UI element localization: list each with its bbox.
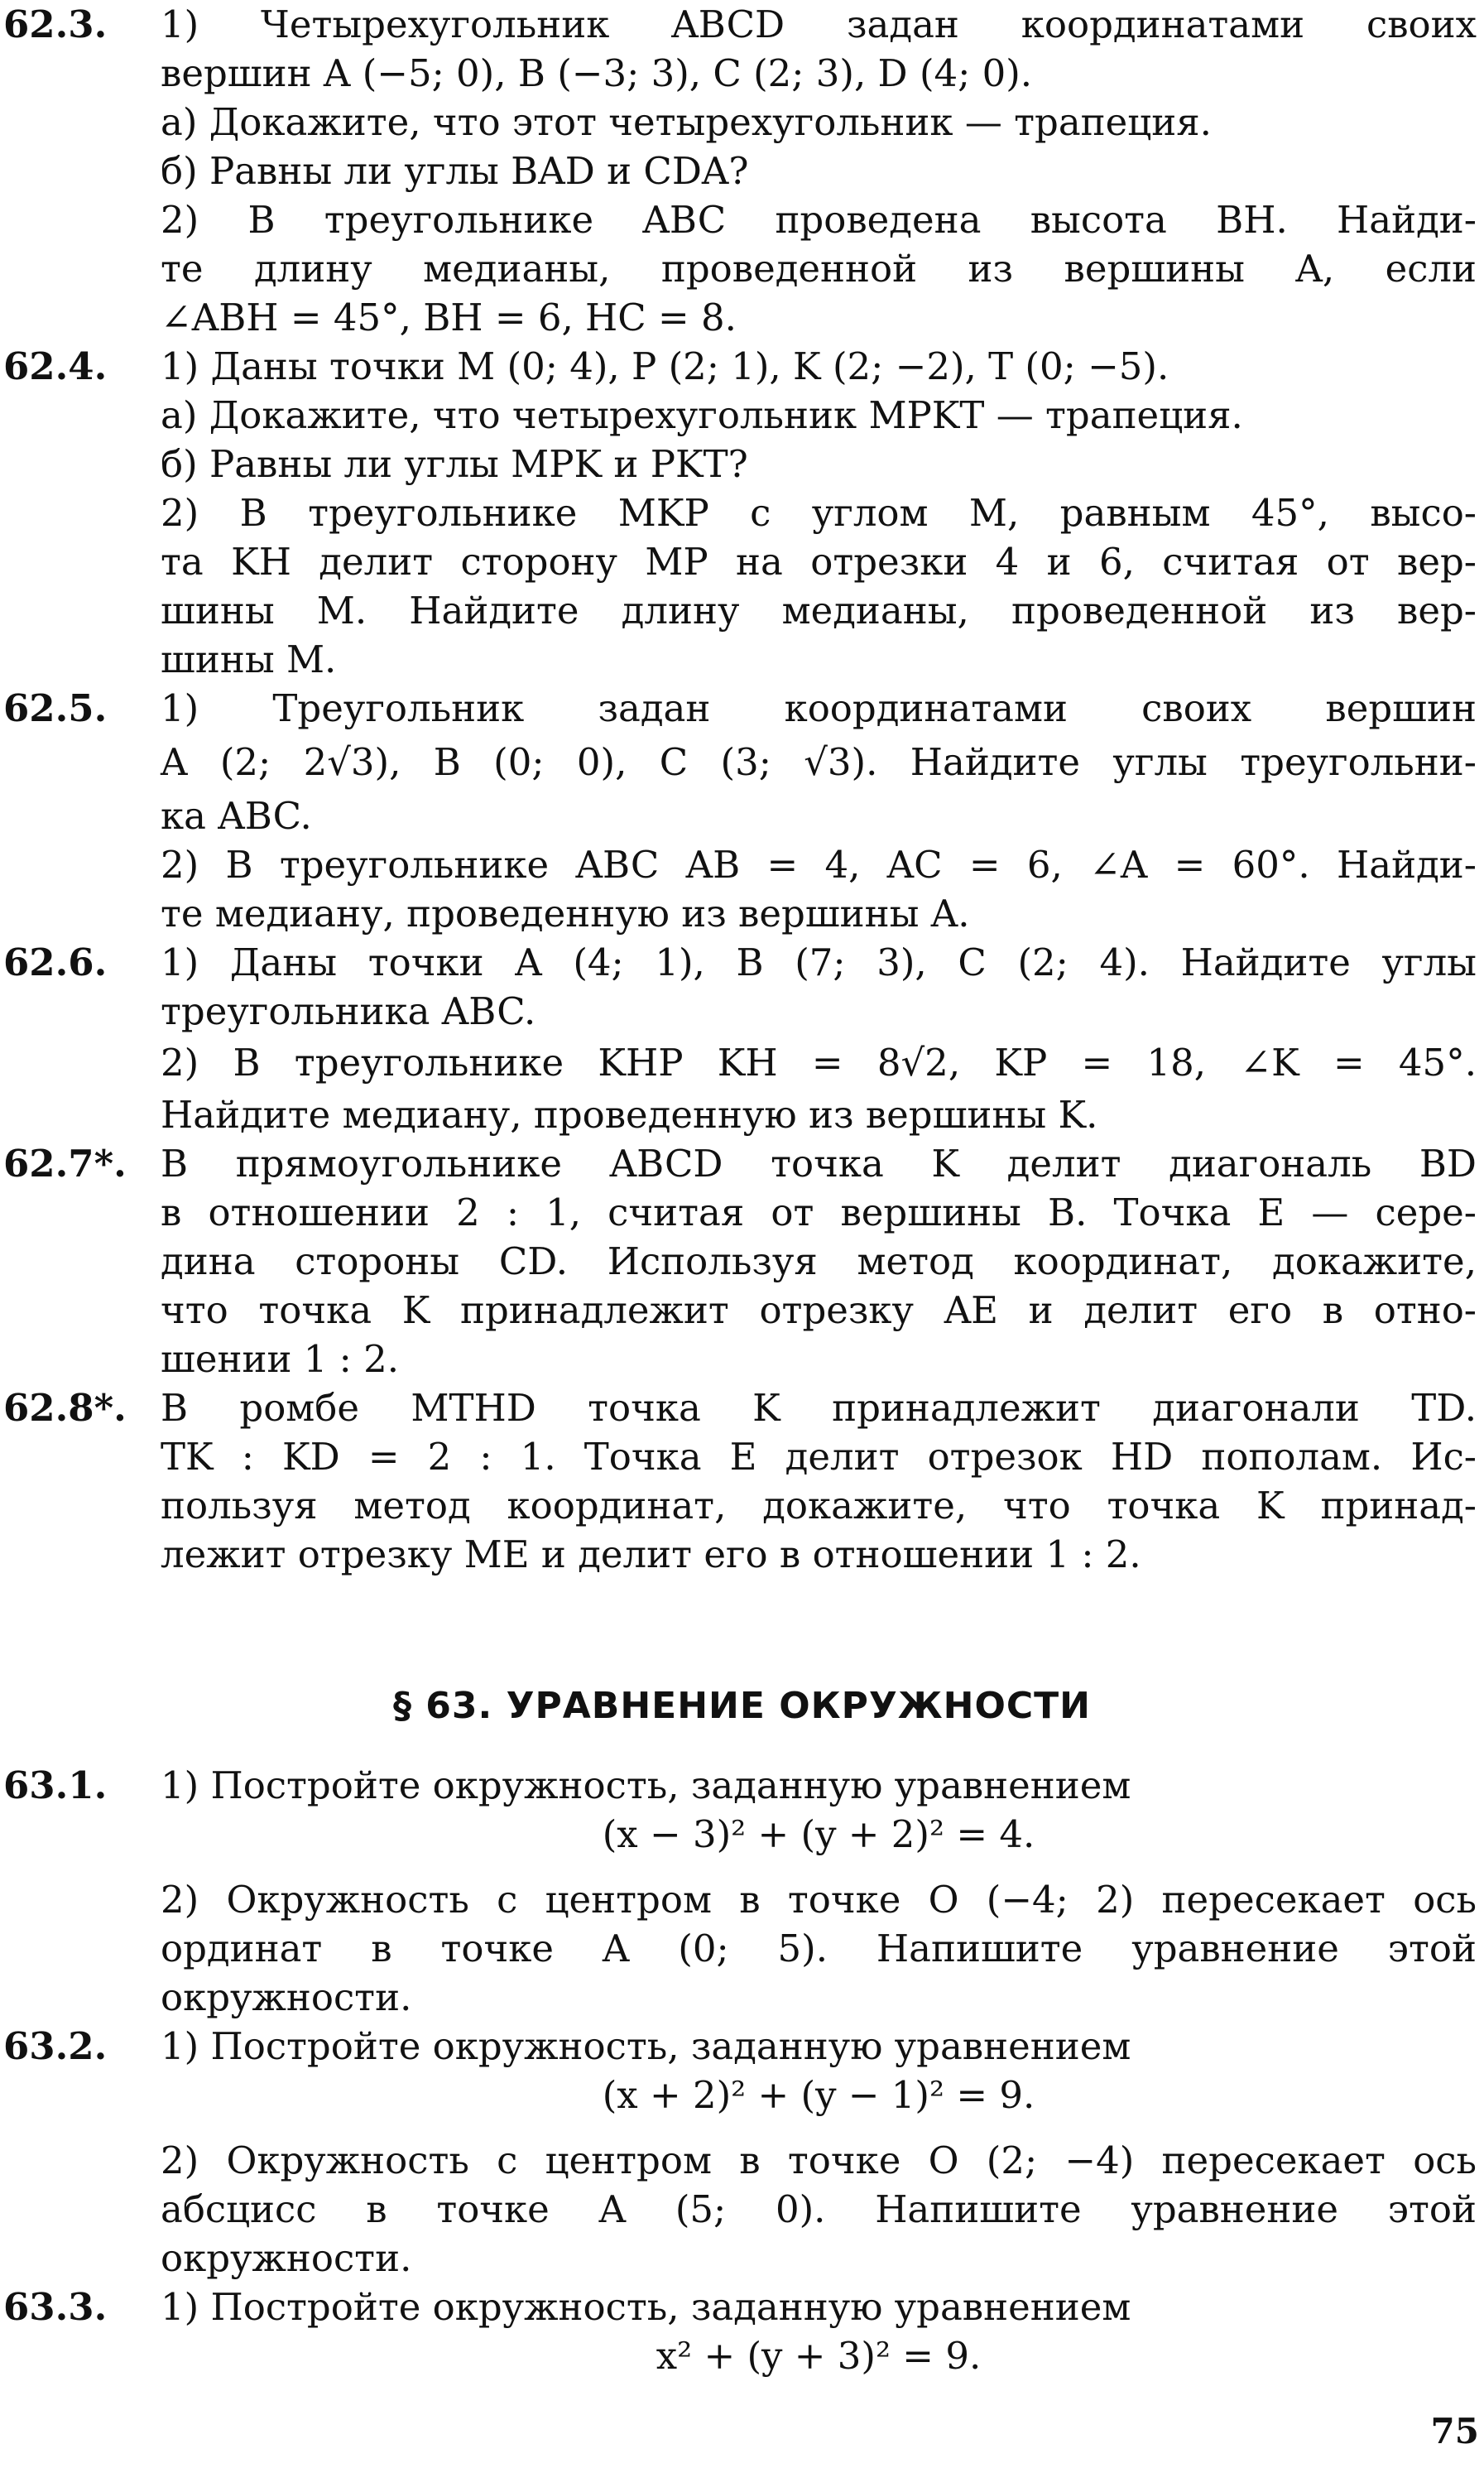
text-line: в отношении 2 : 1, считая от вершины B. Точка E — сере-	[161, 1191, 1477, 1234]
problem-number: 62.7*.	[3, 1142, 127, 1186]
text-line: В ромбе MTHD точка K принадлежит диагонали TD.	[161, 1386, 1477, 1430]
text-line: те медиану, проведенную из вершины A.	[161, 892, 970, 936]
problem-62-5	[0, 684, 1484, 938]
text-line: 2) Окружность с центром в точке O (−4; 2) пересекает ось	[161, 1878, 1477, 1922]
equation: x² + (y + 3)² = 9.	[656, 2334, 982, 2378]
text-line: окружности.	[161, 1975, 412, 2019]
problem-63-1	[0, 1761, 1484, 2022]
text-line: а) Докажите, что этот четырехугольник — трапеция.	[161, 100, 1212, 144]
page-number: 75	[1430, 2411, 1479, 2451]
text-line: дина стороны CD. Используя метод координат, докажите,	[161, 1239, 1477, 1283]
problem-text	[161, 938, 1477, 1139]
problem-text	[161, 0, 1477, 342]
text-line: треугольника ABC.	[161, 989, 536, 1033]
text-line: 2) Окружность с центром в точке O (2; −4) пересекает ось	[161, 2138, 1477, 2182]
text-line: абсцисс в точке A (5; 0). Напишите уравнение этой	[161, 2187, 1477, 2231]
problem-number: 62.8*.	[3, 1386, 127, 1430]
text-line: 1) Постройте окружность, заданную уравнением	[161, 2024, 1131, 2068]
problem-62-6	[0, 938, 1484, 1139]
text-line: б) Равны ли углы MPK и PKT?	[161, 442, 748, 486]
problem-number: 63.1.	[3, 1763, 108, 1807]
problem-62-4	[0, 342, 1484, 684]
text-line: ∠ABH = 45°, BH = 6, HC = 8.	[161, 296, 737, 339]
problem-number: 63.2.	[3, 2024, 108, 2068]
problem-number: 62.5.	[3, 686, 108, 730]
problem-number: 62.3.	[3, 2, 108, 46]
problem-number: 63.3.	[3, 2285, 108, 2329]
text-line: лежит отрезку ME и делит его в отношении 1 : 2.	[161, 1532, 1141, 1576]
text-line: б) Равны ли углы BAD и CDA?	[161, 149, 749, 193]
text-line: те длину медианы, проведенной из вершины A, если	[161, 247, 1477, 291]
problem-63-2	[0, 2022, 1484, 2283]
text-line: что точка K принадлежит отрезку AE и делит его в отно-	[161, 1288, 1477, 1332]
text-line: шины M. Найдите длину медианы, проведенной из вер-	[161, 589, 1477, 633]
text-line: та KH делит сторону MP на отрезки 4 и 6, считая от вер-	[161, 540, 1477, 584]
problem-text	[161, 1383, 1477, 1579]
text-line: TK : KD = 2 : 1. Точка E делит отрезок HD пополам. Ис-	[161, 1435, 1477, 1479]
problem-text	[161, 2022, 1477, 2283]
equation: (x − 3)² + (y + 2)² = 4.	[602, 1812, 1035, 1856]
problem-text	[161, 684, 1477, 938]
problem-62-3	[0, 0, 1484, 342]
problems-section-63	[0, 1761, 1484, 2380]
text-line: В прямоугольнике ABCD точка K делит диагональ BD	[161, 1142, 1477, 1186]
problem-text	[161, 2283, 1477, 2380]
problem-number: 62.4.	[3, 344, 108, 388]
text-line: ординат в точке A (0; 5). Напишите уравнение этой	[161, 1927, 1477, 1970]
text-line: 2) В треугольнике MKP с углом M, равным 45°, высо-	[161, 491, 1477, 535]
problem-text	[161, 1761, 1477, 2022]
section-heading: § 63. УРАВНЕНИЕ ОКРУЖНОСТИ	[392, 1685, 1091, 1727]
text-line: а) Докажите, что четырехугольник MPKT — трапеция.	[161, 393, 1243, 437]
text-line: 1) Даны точки M (0; 4), P (2; 1), K (2; −2), T (0; −5).	[161, 344, 1169, 388]
text-line: 1) Постройте окружность, заданную уравнением	[161, 1763, 1131, 1807]
text-line: 2) В треугольнике ABC AB = 4, AC = 6, ∠A = 60°. Найди-	[161, 843, 1477, 887]
text-line: 1) Постройте окружность, заданную уравнением	[161, 2285, 1131, 2329]
text-line: окружности.	[161, 2236, 412, 2280]
text-line: Найдите медиану, проведенную из вершины K.	[161, 1093, 1098, 1137]
text-line: пользуя метод координат, докажите, что точка K принад-	[161, 1484, 1477, 1527]
text-line: шины M.	[161, 637, 337, 681]
problem-63-3	[0, 2283, 1484, 2380]
text-line: ка ABC.	[161, 794, 312, 838]
text-line: A (2; 2√3), B (0; 0), C (3; √3). Найдите углы треугольни-	[161, 740, 1477, 784]
text-line: 2) В треугольнике KHP KH = 8√2, KP = 18, ∠K = 45°.	[161, 1041, 1477, 1085]
problem-62-8	[0, 1383, 1484, 1579]
problem-62-7	[0, 1139, 1484, 1383]
text-line: 1) Даны точки A (4; 1), B (7; 3), C (2; 4). Найдите углы	[161, 941, 1477, 984]
problem-number: 62.6.	[3, 941, 108, 984]
text-line: 1) Четырехугольник ABCD задан координатами своих	[161, 2, 1477, 46]
equation: (x + 2)² + (y − 1)² = 9.	[602, 2073, 1035, 2117]
text-line: 1) Треугольник задан координатами своих вершин	[161, 686, 1477, 730]
text-line: шении 1 : 2.	[161, 1337, 400, 1381]
problem-text	[161, 342, 1477, 684]
text-line: вершин A (−5; 0), B (−3; 3), C (2; 3), D (4; 0).	[161, 51, 1033, 95]
problem-text	[161, 1139, 1477, 1383]
text-line: 2) В треугольнике ABC проведена высота BH. Найди-	[161, 198, 1477, 242]
